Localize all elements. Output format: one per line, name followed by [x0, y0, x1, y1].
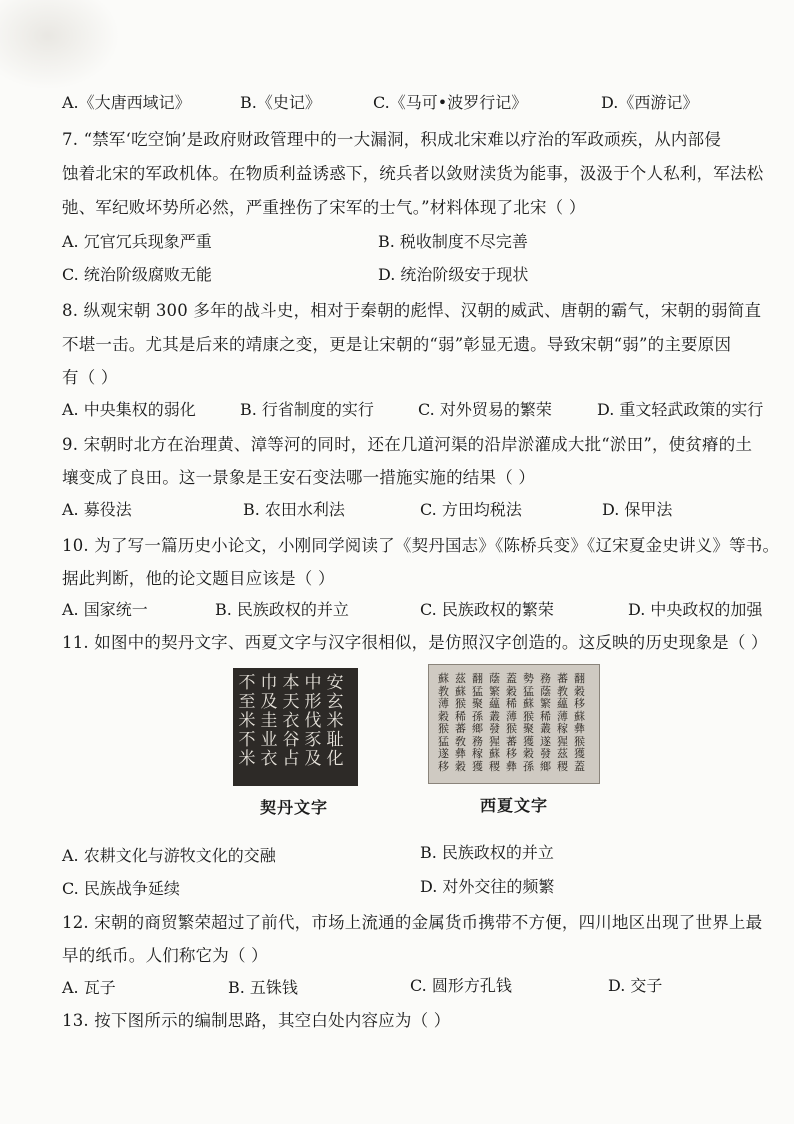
q6-option-c[interactable]: C.《马可•波罗行记》: [373, 93, 528, 112]
q9-stem-line-1: 9. 宋朝时北方在治理黄、漳等河的同时，还在几道河渠的沿岸淤灌成大批“淤田”，使贫瘠的土: [62, 435, 753, 454]
q12-stem-line-2: 早的纸币。人们称它为（ ）: [62, 946, 268, 965]
q7-option-a[interactable]: A. 冗官冗兵现象严重: [62, 232, 212, 251]
q11-option-c[interactable]: C. 民族战争延续: [62, 879, 180, 898]
q6-option-a[interactable]: A.《大唐西域记》: [62, 93, 191, 112]
q12-option-b[interactable]: B. 五铢钱: [228, 978, 298, 997]
q12-option-c[interactable]: C. 圆形方孔钱: [410, 976, 512, 995]
q8-option-c[interactable]: C. 对外贸易的繁荣: [418, 400, 552, 419]
q10-option-c[interactable]: C. 民族政权的繁荣: [420, 600, 554, 619]
q7-stem-line-1: 7. “禁军‘吃空饷’是政府财政管理中的一大漏洞，积成北宋难以疗治的军政顽疾，从内部侵: [62, 130, 722, 149]
khitan-caption: 契丹文字: [260, 798, 329, 817]
tangut-script-image: 蘇 教 薄 穀 猴 猛 遂 移 茲 蘇 猴 稀 蕃 敎 彝 穀 翻 猛 聚 孫 鄉 務 稼 獲 蔭 繁 蘊 叢 發 猩 蘇 稷 蓋 穀 稀 薄 猴 蕃 移 彝 勢 猛 蘇 猴 聚 獲 穀 孫 務 蔭 繁 稀 叢 遂 發 鄉 蕃 教 蘊 薄 稼 猩 茲 稷 翻 穀 移 蘇 彝 猴 獲 蓋: [428, 664, 600, 784]
q10-stem-line-1: 10. 为了写一篇历史小论文，小刚同学阅读了《契丹国志》《陈桥兵变》《辽宋夏金史讲义》等书。: [62, 536, 780, 555]
q6-option-d[interactable]: D.《西游记》: [601, 93, 699, 112]
q8-option-a[interactable]: A. 中央集权的弱化: [62, 400, 196, 419]
q9-option-c[interactable]: C. 方田均税法: [420, 500, 522, 519]
q9-stem-line-2: 壤变成了良田。这一景象是王安石变法哪一措施实施的结果（ ）: [62, 468, 536, 487]
q12-stem-line-1: 12. 宋朝的商贸繁荣超过了前代，市场上流通的金属货币携带不方便，四川地区出现了世界上最: [62, 913, 763, 932]
q10-stem-line-2: 据此判断，他的论文题目应该是（ ）: [62, 569, 335, 588]
khitan-script-image: 不 至 米 不 米 巾 及 圭 业 衣 本 天 衣 谷 占 中 形 伐 豕 及 安 玄 米 耻 化: [233, 668, 358, 786]
q6-option-b[interactable]: B.《史记》: [240, 93, 321, 112]
q7-stem-line-2: 蚀着北宋的军政机体。在物质利益诱惑下，统兵者以敛财渎货为能事，汲汲于个人私利，军法松: [62, 164, 764, 183]
q11-option-d[interactable]: D. 对外交往的频繁: [420, 877, 555, 896]
tangut-caption: 西夏文字: [480, 796, 549, 815]
q12-option-d[interactable]: D. 交子: [608, 976, 663, 995]
q8-stem-line-2: 不堪一击。尤其是后来的靖康之变，更是让宋朝的“弱”彰显无遗。导致宋朝“弱”的主要原因: [62, 335, 732, 354]
q13-stem-line-1: 13. 按下图所示的编制思路，其空白处内容应为（ ）: [62, 1011, 451, 1030]
q10-option-d[interactable]: D. 中央政权的加强: [628, 600, 763, 619]
q7-option-c[interactable]: C. 统治阶级腐败无能: [62, 265, 212, 284]
q8-option-d[interactable]: D. 重文轻武政策的实行: [597, 400, 764, 419]
paper-stain: [0, 0, 120, 90]
q9-option-a[interactable]: A. 募役法: [62, 500, 132, 519]
q7-option-d[interactable]: D. 统治阶级安于现状: [378, 265, 529, 284]
q12-option-a[interactable]: A. 瓦子: [62, 978, 116, 997]
q7-option-b[interactable]: B. 税收制度不尽完善: [378, 232, 528, 251]
q11-stem-line-1: 11. 如图中的契丹文字、西夏文字与汉字很相似，是仿照汉字创造的。这反映的历史现象是（ ）: [62, 633, 768, 652]
q9-option-b[interactable]: B. 农田水利法: [243, 500, 345, 519]
q10-option-a[interactable]: A. 国家统一: [62, 600, 148, 619]
q11-option-b[interactable]: B. 民族政权的并立: [420, 843, 554, 862]
q10-option-b[interactable]: B. 民族政权的并立: [215, 600, 349, 619]
q8-stem-line-3: 有（ ）: [62, 368, 118, 387]
q8-option-b[interactable]: B. 行省制度的实行: [240, 400, 374, 419]
q11-option-a[interactable]: A. 农耕文化与游牧文化的交融: [62, 846, 276, 865]
q7-stem-line-3: 弛、军纪败坏势所必然，严重挫伤了宋军的士气。”材料体现了北宋（ ）: [62, 198, 586, 217]
q8-stem-line-1: 8. 纵观宋朝 300 多年的战斗史，相对于秦朝的彪悍、汉朝的威武、唐朝的霸气，宋朝的弱简直: [62, 301, 762, 320]
q9-option-d[interactable]: D. 保甲法: [602, 500, 673, 519]
